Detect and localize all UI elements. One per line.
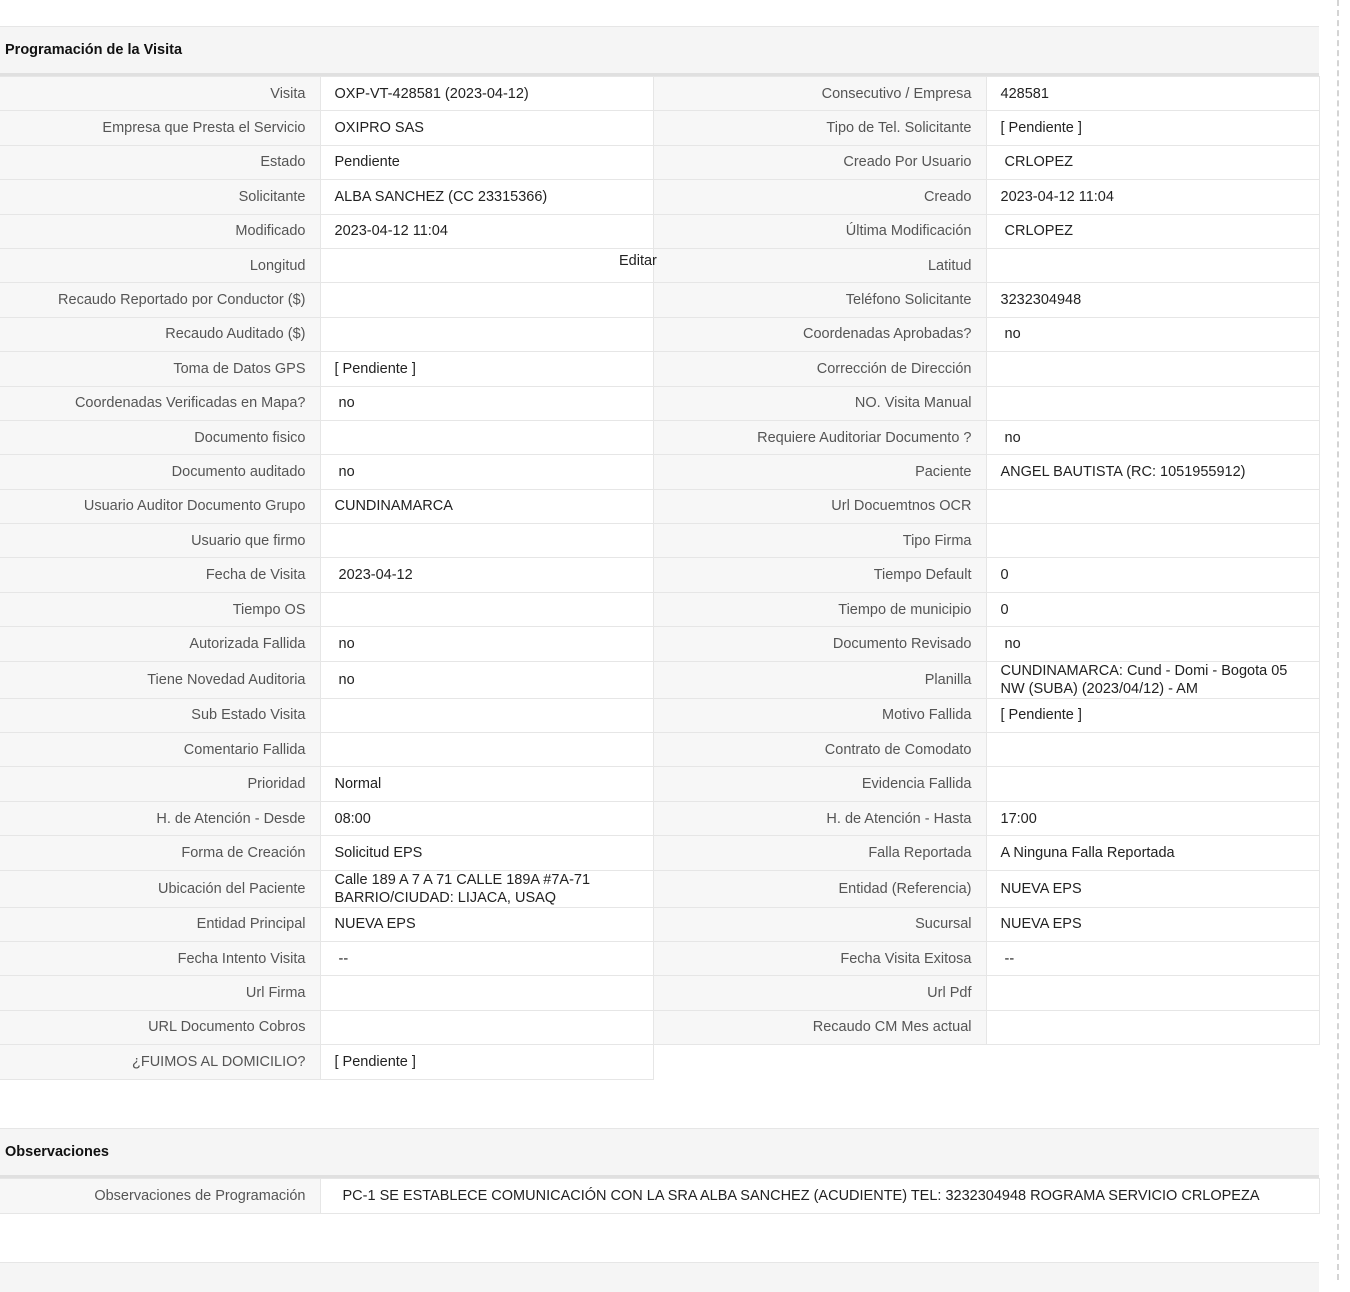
field-label: Motivo Fallida (653, 698, 986, 732)
observaciones-label: Observaciones de Programación (0, 1179, 320, 1214)
field-value (320, 248, 653, 282)
field-value: [ Pendiente ] (320, 1045, 653, 1079)
field-row (0, 627, 1319, 661)
field-label: Paciente (653, 455, 986, 489)
field-value: Solicitud EPS (320, 836, 653, 870)
field-row (0, 77, 1319, 111)
field-label: Solicitante (0, 180, 320, 214)
field-row (0, 870, 1319, 907)
field-label: Sucursal (653, 907, 986, 941)
field-value: 0 (986, 592, 1319, 626)
field-label: Contrato de Comodato (653, 733, 986, 767)
field-row (0, 455, 1319, 489)
field-value (320, 1010, 653, 1044)
field-label: Creado Por Usuario (653, 145, 986, 179)
next-section-header (0, 1262, 1319, 1292)
field-label: Usuario que firmo (0, 524, 320, 558)
field-value: CUNDINAMARCA: Cund - Domi - Bogota 05 NW (SUBA) (2023/04/12) - AM (986, 661, 1319, 698)
field-value: no (320, 627, 653, 661)
field-value (986, 386, 1319, 420)
field-label: Latitud (653, 248, 986, 282)
field-row (0, 1010, 1319, 1044)
field-row (0, 145, 1319, 179)
field-row (0, 248, 1319, 282)
field-value (320, 733, 653, 767)
field-row (0, 733, 1319, 767)
field-value: A Ninguna Falla Reportada (986, 836, 1319, 870)
field-value (986, 1010, 1319, 1044)
page-divider (1337, 0, 1339, 1280)
field-value: 428581 (986, 77, 1319, 111)
field-label: Recaudo Reportado por Conductor ($) (0, 283, 320, 317)
field-label: Autorizada Fallida (0, 627, 320, 661)
field-row (0, 214, 1319, 248)
programacion-table (0, 76, 1320, 1080)
field-value (320, 317, 653, 351)
field-label: Teléfono Solicitante (653, 283, 986, 317)
field-label: Documento auditado (0, 455, 320, 489)
field-value (986, 524, 1319, 558)
field-label: Requiere Auditoriar Documento ? (653, 420, 986, 454)
field-value: OXP-VT-428581 (2023-04-12) (320, 77, 653, 111)
field-row (0, 801, 1319, 835)
field-value: 3232304948 (986, 283, 1319, 317)
field-value (986, 767, 1319, 801)
edit-coordinates-link[interactable]: Editar (619, 253, 657, 269)
field-label: Url Pdf (653, 976, 986, 1010)
field-value: NUEVA EPS (986, 907, 1319, 941)
field-row (0, 558, 1319, 592)
programacion-section (0, 26, 1319, 1080)
field-row (0, 489, 1319, 523)
field-label: Entidad (Referencia) (653, 870, 986, 907)
field-label: Url Docuemtnos OCR (653, 489, 986, 523)
field-label: Modificado (0, 214, 320, 248)
field-label: H. de Atención - Desde (0, 801, 320, 835)
field-row (0, 420, 1319, 454)
field-value: 17:00 (986, 801, 1319, 835)
field-value (320, 592, 653, 626)
field-label: Coordenadas Verificadas en Mapa? (0, 386, 320, 420)
field-value: Normal (320, 767, 653, 801)
field-label: Entidad Principal (0, 907, 320, 941)
field-value (986, 489, 1319, 523)
field-label: Creado (653, 180, 986, 214)
field-value: NUEVA EPS (986, 870, 1319, 907)
field-value: no (986, 420, 1319, 454)
field-value: 2023-04-12 (320, 558, 653, 592)
field-row (0, 1045, 1319, 1079)
programacion-title: Programación de la Visita (0, 26, 1319, 76)
field-label: Última Modificación (653, 214, 986, 248)
field-value: no (320, 386, 653, 420)
field-value: ALBA SANCHEZ (CC 23315366) (320, 180, 653, 214)
field-label: Coordenadas Aprobadas? (653, 317, 986, 351)
field-label: Tiempo de municipio (653, 592, 986, 626)
field-label: URL Documento Cobros (0, 1010, 320, 1044)
field-label: Planilla (653, 661, 986, 698)
field-label: ¿FUIMOS AL DOMICILIO? (0, 1045, 320, 1079)
field-row (0, 907, 1319, 941)
field-value: [ Pendiente ] (986, 111, 1319, 145)
field-value: 08:00 (320, 801, 653, 835)
field-label: Corrección de Dirección (653, 352, 986, 386)
field-value: 2023-04-12 11:04 (320, 214, 653, 248)
observaciones-row (0, 1179, 1319, 1214)
field-label: Longitud (0, 248, 320, 282)
field-row (0, 592, 1319, 626)
field-row (0, 317, 1319, 351)
field-label: Tipo de Tel. Solicitante (653, 111, 986, 145)
field-label: Visita (0, 77, 320, 111)
next-section (0, 1262, 1319, 1292)
field-row (0, 836, 1319, 870)
field-label: Documento fisico (0, 420, 320, 454)
field-row (0, 111, 1319, 145)
field-label: Comentario Fallida (0, 733, 320, 767)
field-label: Url Firma (0, 976, 320, 1010)
field-label: Consecutivo / Empresa (653, 77, 986, 111)
field-label: Fecha de Visita (0, 558, 320, 592)
field-value: no (320, 455, 653, 489)
observaciones-title: Observaciones (0, 1128, 1319, 1178)
field-label: Tipo Firma (653, 524, 986, 558)
field-row (0, 941, 1319, 975)
field-label: Falla Reportada (653, 836, 986, 870)
field-label: H. de Atención - Hasta (653, 801, 986, 835)
empty-cell (653, 1045, 1319, 1079)
field-label: Toma de Datos GPS (0, 352, 320, 386)
field-value: [ Pendiente ] (986, 698, 1319, 732)
observaciones-section (0, 1128, 1319, 1214)
field-row (0, 352, 1319, 386)
field-value (986, 248, 1319, 282)
field-value: 0 (986, 558, 1319, 592)
field-label: Evidencia Fallida (653, 767, 986, 801)
field-label: Ubicación del Paciente (0, 870, 320, 907)
field-value: CRLOPEZ (986, 145, 1319, 179)
field-label: Fecha Visita Exitosa (653, 941, 986, 975)
field-value: OXIPRO SAS (320, 111, 653, 145)
field-row (0, 661, 1319, 698)
field-row (0, 698, 1319, 732)
field-label: Empresa que Presta el Servicio (0, 111, 320, 145)
field-label: Prioridad (0, 767, 320, 801)
field-label: Recaudo CM Mes actual (653, 1010, 986, 1044)
field-value: CRLOPEZ (986, 214, 1319, 248)
field-value: CUNDINAMARCA (320, 489, 653, 523)
field-label: Recaudo Auditado ($) (0, 317, 320, 351)
field-value: -- (320, 941, 653, 975)
field-label: Documento Revisado (653, 627, 986, 661)
field-label: Tiempo OS (0, 592, 320, 626)
field-label: Tiene Novedad Auditoria (0, 661, 320, 698)
field-row (0, 386, 1319, 420)
field-value (986, 976, 1319, 1010)
field-row (0, 976, 1319, 1010)
field-label: Fecha Intento Visita (0, 941, 320, 975)
field-value: NUEVA EPS (320, 907, 653, 941)
field-value: ANGEL BAUTISTA (RC: 1051955912) (986, 455, 1319, 489)
field-value (320, 976, 653, 1010)
field-value: no (986, 317, 1319, 351)
field-value (986, 352, 1319, 386)
field-value (320, 698, 653, 732)
field-label: Estado (0, 145, 320, 179)
field-value (986, 733, 1319, 767)
field-label: Tiempo Default (653, 558, 986, 592)
field-label: NO. Visita Manual (653, 386, 986, 420)
field-value: [ Pendiente ] (320, 352, 653, 386)
field-value (320, 283, 653, 317)
observaciones-table (0, 1178, 1320, 1214)
field-label: Sub Estado Visita (0, 698, 320, 732)
field-value: Pendiente (320, 145, 653, 179)
field-value (320, 524, 653, 558)
field-value: 2023-04-12 11:04 (986, 180, 1319, 214)
field-row (0, 767, 1319, 801)
field-label: Usuario Auditor Documento Grupo (0, 489, 320, 523)
field-value (320, 420, 653, 454)
observaciones-value: PC-1 SE ESTABLECE COMUNICACIÓN CON LA SRA ALBA SANCHEZ (ACUDIENTE) TEL: 3232304948 ROGRAMA SERVICIO CRLOPEZA (320, 1179, 1319, 1214)
field-label: Forma de Creación (0, 836, 320, 870)
field-value: -- (986, 941, 1319, 975)
field-row (0, 180, 1319, 214)
field-value: Calle 189 A 7 A 71 CALLE 189A #7A-71 BARRIO/CIUDAD: LIJACA, USAQ (320, 870, 653, 907)
field-value: no (986, 627, 1319, 661)
field-row (0, 524, 1319, 558)
field-value: no (320, 661, 653, 698)
field-row (0, 283, 1319, 317)
